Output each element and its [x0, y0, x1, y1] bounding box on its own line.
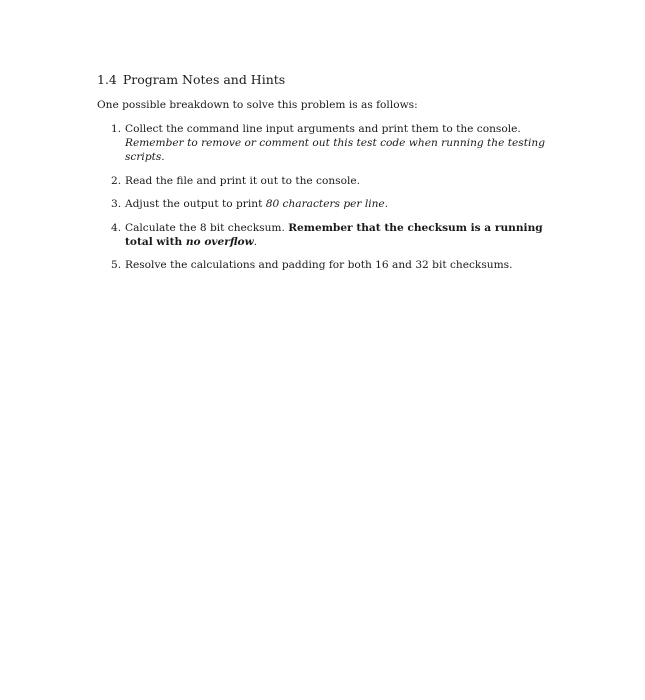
step-text: Adjust the output to print [125, 198, 266, 210]
step-tail: . [384, 198, 389, 210]
list-item-4 [97, 221, 557, 249]
list-marker: 2. [111, 174, 122, 187]
steps-list [97, 122, 557, 272]
list-marker: 4. [111, 221, 122, 234]
list-marker: 3. [111, 198, 122, 210]
section-heading [97, 72, 557, 88]
intro-paragraph: One possible breakdown to solve this problem is as follows: [97, 99, 418, 111]
list-marker: 5. [111, 259, 122, 271]
list-item-1 [97, 122, 557, 164]
list-item-5 [97, 258, 557, 272]
section-title: Program Notes and Hints [122, 72, 286, 87]
step-tail: . [253, 235, 258, 248]
step-text: Calculate the 8 bit checksum. [125, 221, 289, 234]
list-marker: 1. [111, 123, 122, 135]
step-bold-note: Remember that the checksum is a running total with [125, 221, 543, 248]
document-page [97, 72, 557, 282]
list-item-2 [97, 174, 557, 188]
section-number: 1.4 [97, 72, 117, 87]
list-item-3 [97, 197, 557, 211]
step-italic-note: Remember to remove or comment out this test code when running the testing scripts. [125, 137, 545, 163]
step-text: Resolve the calculations and padding for both 16 and 32 bit checksums. [125, 259, 513, 271]
step-italic-phrase: 80 characters per line [265, 198, 385, 210]
step-bold-italic-phrase: no overflow [185, 235, 254, 248]
step-text: Read the file and print it out to the console. [125, 174, 361, 187]
step-text: Collect the command line input arguments and print them to the console. [125, 123, 521, 135]
